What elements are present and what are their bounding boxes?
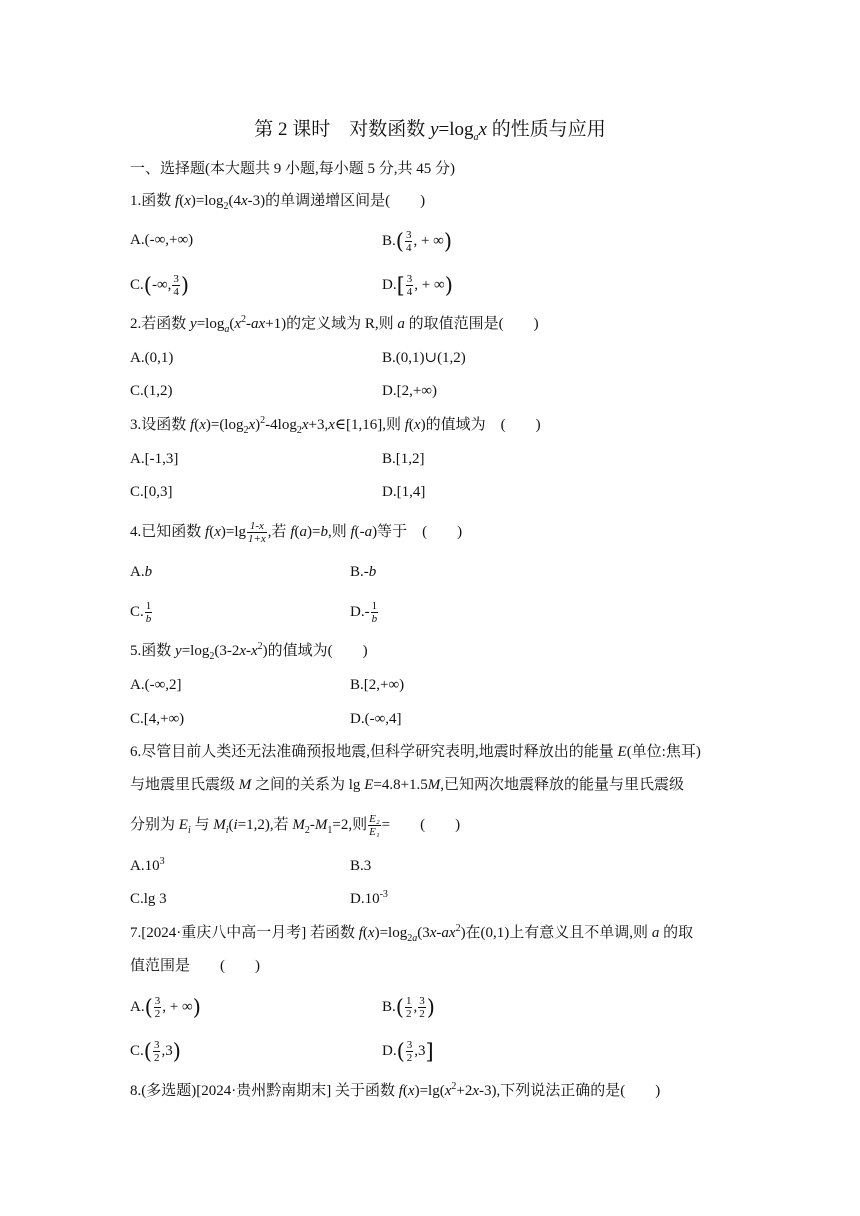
- q4-options-row-2: [130, 600, 378, 625]
- page-title: 第 2 课时 对数函数 $y=\log_ax$ 的性质与应用: [254, 119, 606, 143]
- question-4: 4.已知函数 f(x)=lg $\frac{1-x}{1+x}$ ,若 f(a)=b,则 f(-a)等于 ( ): [130, 520, 463, 545]
- q4-option-b: B.-b: [350, 564, 377, 580]
- q6-options-row-2: [130, 888, 388, 910]
- q5-option-d: D.(-∞,4]: [350, 711, 402, 727]
- q4-fraction: $\frac{1-x}{1+x}$: [247, 520, 266, 545]
- q6-options-row-1: [130, 855, 372, 877]
- q2-option-c: C.(1,2): [130, 383, 173, 399]
- q5-options-row-1: [130, 674, 405, 696]
- q7-options-row-2: [130, 1039, 434, 1064]
- q3-options-row-1: [130, 448, 425, 470]
- q5-option-a: A.(-∞,2]: [130, 677, 182, 693]
- q1-options-row-2: [130, 273, 453, 298]
- q2-option-b: B.(0,1)∪(1,2): [382, 350, 466, 366]
- q4-options-row-1: [130, 561, 377, 583]
- question-8: 8.(多选题)[2024·贵州黔南期末] 关于函数 $f(x)=\lg(x^2+2x-3)$,下列说法正确的是( ): [130, 1081, 661, 1099]
- q4-option-a: A.b: [130, 564, 153, 580]
- q1-option-a: A.(-∞,+∞): [130, 232, 194, 248]
- section-heading: 一、选择题(本大题共 9 小题,每小题 5 分,共 45 分): [130, 161, 455, 177]
- question-6-line-3: 分别为 $E_i$ 与 $M_i(i=1,2)$,若 $M_2-M_1=2$,则 $\frac{\text{E₂}}{\text{E₁}}$ = ( ): [130, 813, 461, 838]
- question-7-line-2: 值范围是 ( ): [130, 958, 260, 974]
- q1-option-d: D.[ $\frac{3}{4}$ , + ∞): [382, 273, 453, 298]
- question-2: 2.若函数 $y=\log_a(x^2-ax+1)$的定义域为 R,则 a 的取值范围是( ): [130, 314, 539, 335]
- q4-option-d: D.- $\frac{1}{b}$: [350, 600, 378, 625]
- q3-options-row-2: [130, 481, 426, 503]
- q2-option-d: D.[2,+∞): [382, 383, 437, 399]
- q3-option-b: B.[1,2]: [382, 451, 425, 467]
- q3-option-a: A.[-1,3]: [130, 451, 179, 467]
- q2-options-row-2: [130, 380, 437, 402]
- q5-option-c: C.[4,+∞): [130, 711, 185, 727]
- question-5: 5.函数 $y=\log_2(3-2x-x^2)$的值域为( ): [130, 641, 368, 662]
- q5-options-row-2: [130, 708, 402, 730]
- question-6-line-2: 与地震里氏震级 M 之间的关系为 lg E=4.8+1.5M,已知两次地震释放的能量与里氏震级: [130, 777, 685, 793]
- question-3: 3.设函数 $f(x)=(\log_2x)^2-4\log_2x+3,x\in[1,16]$,则 f(x)的值域为 ( ): [130, 415, 541, 436]
- q1-option-c: C.(-∞, $\frac{3}{4}$ ): [130, 273, 190, 298]
- q7-option-d: D.( $\frac{3}{2}$ ,3]: [382, 1039, 434, 1064]
- q4-option-c: C. $\frac{1}{b}$: [130, 600, 152, 625]
- q7-option-a: A.( $\frac{3}{2}$ , + ∞): [130, 995, 201, 1020]
- q6-fraction: $\frac{\text{E₂}}{\text{E₁}}$: [369, 813, 380, 838]
- question-6-line-1: 6.尽管目前人类还无法准确预报地震,但科学研究表明,地震时释放出的能量 E(单位:焦耳): [130, 744, 701, 760]
- q7-option-b: B.( $\frac{1}{2}$ , $\frac{3}{2}$ ): [382, 995, 435, 1020]
- q6-option-b: B.3: [350, 858, 372, 874]
- question-7-line-1: 7.[2024·重庆八中高一月考] 若函数 $f(x)=\log_{2a}(3x-ax^2)$在(0,1)上有意义且不单调,则 a 的取: [130, 923, 694, 944]
- q1-option-b: B.( $\frac{3}{4}$ , + ∞): [382, 229, 453, 254]
- q2-options-row-1: [130, 347, 466, 369]
- q7-option-c: C.( $\frac{3}{2}$ ,3): [130, 1039, 181, 1064]
- q6-option-a: $A.10^3$: [130, 856, 165, 874]
- q3-option-d: D.[1,4]: [382, 484, 426, 500]
- q6-option-c: C.lg 3: [130, 891, 167, 907]
- q7-options-row-1: [130, 995, 435, 1020]
- q3-option-c: C.[0,3]: [130, 484, 173, 500]
- q2-option-a: A.(0,1): [130, 350, 174, 366]
- question-1: 1.函数 $f(x)=\log_2(4x-3)$的单调递增区间是( ): [130, 193, 426, 212]
- q6-option-d: $D.10^{-3}$: [350, 889, 388, 907]
- q5-option-b: B.[2,+∞): [350, 677, 405, 693]
- q1-options-row-1: [130, 229, 453, 254]
